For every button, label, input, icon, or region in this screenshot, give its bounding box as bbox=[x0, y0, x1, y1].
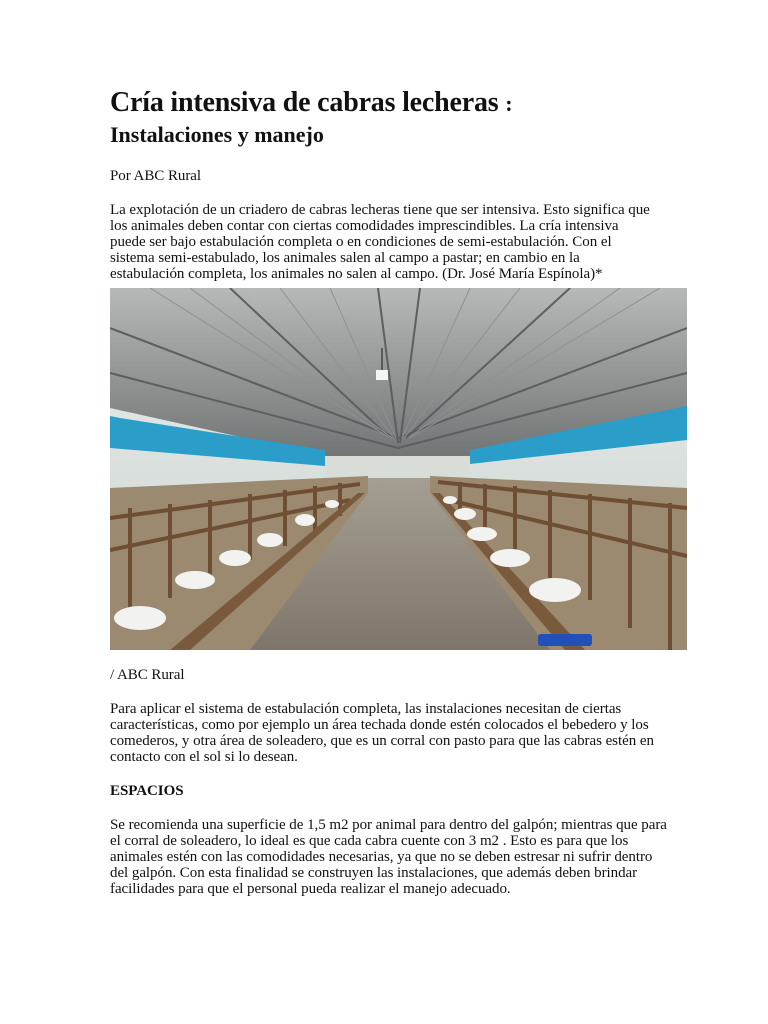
body-paragraph-2: Para aplicar el sistema de estabulación completa, las instalaciones necesitan de ciertas características, como por ejemplo un área techada donde estén colocados el bebedero y los comederos, y otra área de soleadero, que es un corral con pasto para que las cabras estén en contacto con el sol si lo desean. bbox=[110, 701, 654, 765]
lamp bbox=[376, 370, 388, 380]
article-subtitle: Instalaciones y manejo bbox=[110, 122, 324, 147]
photo-caption: / ABC Rural bbox=[110, 667, 185, 683]
article-byline: Por ABC Rural bbox=[110, 168, 202, 184]
water-bucket bbox=[538, 634, 592, 646]
section-heading-espacios: ESPACIOS bbox=[110, 783, 184, 799]
barn-end-opening bbox=[325, 456, 470, 478]
body-paragraph-3: Se recomienda una superficie de 1,5 m2 por animal para dentro del galpón; mientras que para el corral de soleadero, lo ideal es que cada cabra cuente con 3 m2 . Esto es para que los animales estén con las comodidades necesarias, ya que no se deben estresar ni sufrir dentro del galpón. Con esta finalidad se construyen las instalaciones, que además deben brindar facilidades para que el personal pueda realizar el manejo adecuado. bbox=[110, 817, 667, 897]
article-title bbox=[110, 86, 690, 121]
article-title-text: Cría intensiva de cabras lecheras bbox=[110, 87, 499, 118]
article-title-colon: : bbox=[505, 91, 513, 116]
goat-barn-photo bbox=[110, 288, 687, 650]
document-page bbox=[110, 86, 690, 897]
intro-paragraph: La explotación de un criadero de cabras lecheras tiene que ser intensiva. Esto significa que los animales deben contar con ciertas comodidades imprescindibles. La cría intensiva puede ser bajo estabulación completa o en condiciones de semi-estabulación. Con el sistema semi-estabulado, los animales salen al campo a pastar; en cambio en la estabulación completa, los animales no salen al campo. (Dr. José María Espínola)* bbox=[110, 202, 650, 282]
